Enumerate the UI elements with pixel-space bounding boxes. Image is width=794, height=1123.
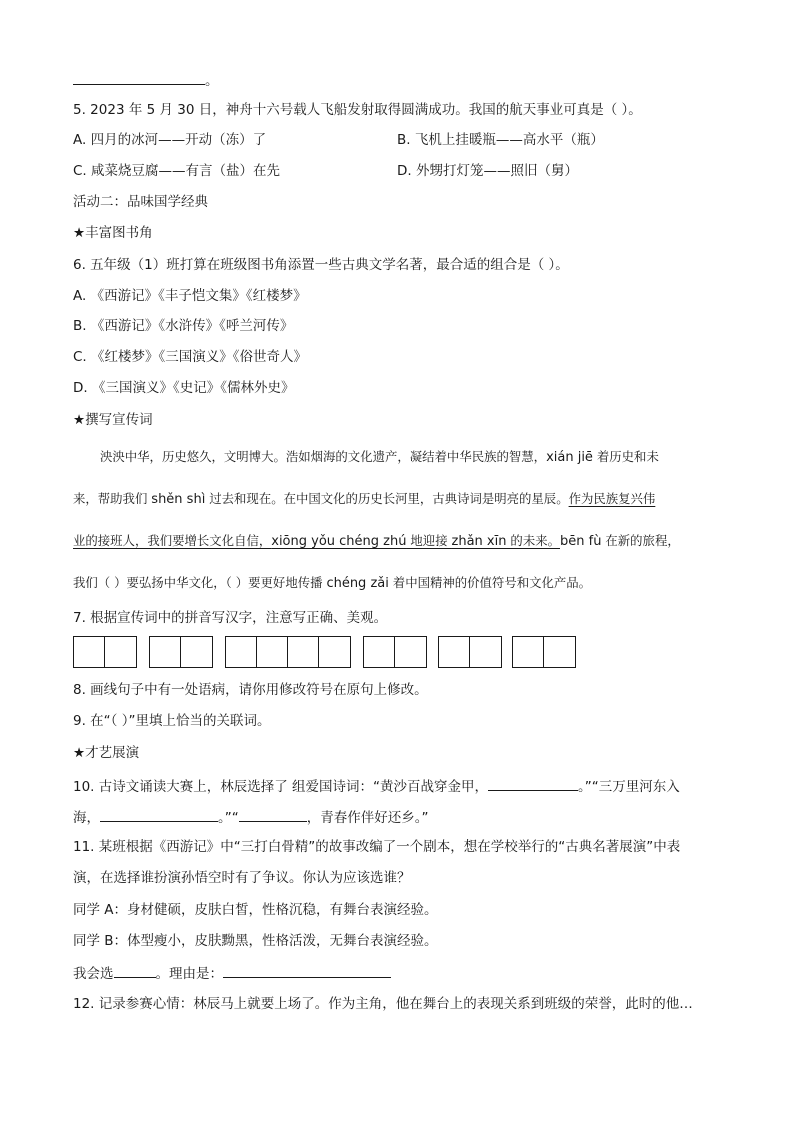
pinyin-shen-shi: shěn shì	[151, 492, 206, 507]
answer-blank[interactable]	[114, 963, 156, 978]
passage-text: 着中国精神的价值符号和文化产品。	[388, 575, 592, 590]
box-group-zhan-xin	[363, 636, 427, 668]
q5-option-d[interactable]: D. 外甥打灯笼——照旧（舅）	[397, 163, 578, 179]
answer-blank[interactable]	[223, 963, 391, 978]
passage-text: 我们（ ）要弘扬中华文化，（ ）要更好地传播	[73, 575, 327, 590]
punctuation: 。	[205, 73, 219, 89]
q11-stem-line-2: 演，在选择谁扮演孙悟空时有了争议。你认为应该选谁？	[73, 870, 411, 886]
passage-line-2	[73, 490, 723, 509]
q6-option-c[interactable]: C. 《红楼梦》《三国演义》《俗世奇人》	[73, 349, 308, 365]
passage-text: 在新的旅程，	[601, 533, 680, 548]
q12-stem: 12. 记录参赛心情：林辰马上就要上场了。作为主角，他在舞台上的表现关系到班级的荣誉，此时的他…	[73, 996, 693, 1012]
q5-option-b[interactable]: B. 飞机上挂暖瓶——高水平（瓶）	[397, 132, 604, 148]
section-heading-books: ★丰富图书角	[73, 225, 153, 241]
box-group-xian-jie	[73, 636, 137, 668]
box-group-shen-shi	[149, 636, 213, 668]
writing-box[interactable]	[226, 637, 257, 667]
pinyin-zhan-xin: zhǎn xīn	[451, 534, 507, 549]
q10-text: 海，	[73, 810, 100, 826]
underlined-sentence: 地迎接	[406, 533, 452, 548]
writing-box[interactable]	[319, 637, 350, 667]
q11-answer-line	[73, 963, 391, 983]
underlined-sentence: 业的接班人，我们要增长文化自信，	[73, 533, 272, 548]
q6-stem: 6. 五年级（1）班打算在班级图书角添置一些古典文学名著，最合适的组合是（ ）。	[73, 257, 569, 273]
answer-blank[interactable]	[100, 807, 218, 822]
passage-line-1	[100, 448, 750, 467]
passage-line-3	[73, 532, 723, 551]
q10-text: 。”“	[218, 810, 239, 826]
box-group-xiong-you-cheng-zhu	[225, 636, 351, 668]
q11-candidate-a: 同学 A：身材健硕，皮肤白皙，性格沉稳，有舞台表演经验。	[73, 902, 438, 918]
writing-box[interactable]	[150, 637, 181, 667]
box-group-ben-fu	[438, 636, 502, 668]
writing-box[interactable]	[181, 637, 212, 667]
passage-text: 着历史和未	[592, 449, 659, 464]
q4-answer-line	[73, 70, 219, 90]
writing-box[interactable]	[74, 637, 105, 667]
q11-text: 我会选	[73, 966, 114, 982]
q8-stem: 8. 画线句子中有一处语病，请你用修改符号在原句上修改。	[73, 682, 428, 698]
q10-text: 10. 古诗文诵读大赛上，林辰选择了 组爱国诗词：“黄沙百战穿金甲，	[73, 779, 489, 795]
writing-box[interactable]	[105, 637, 136, 667]
passage-text: 泱泱中华，历史悠久，文明博大。浩如烟海的文化遗产，凝结着中华民族的智慧，	[100, 449, 547, 464]
writing-box[interactable]	[364, 637, 395, 667]
box-group-cheng-zai	[512, 636, 576, 668]
answer-blank[interactable]	[239, 807, 307, 822]
underlined-sentence: 的未来。	[506, 533, 560, 548]
pinyin-cheng-zai: chéng zǎi	[326, 576, 389, 591]
q5-option-c[interactable]: C. 咸菜烧豆腐——有言（盐）在先	[73, 163, 281, 179]
pinyin-xiong-you-cheng-zhu: xiōng yǒu chéng zhú	[271, 534, 407, 549]
writing-box[interactable]	[513, 637, 544, 667]
writing-box[interactable]	[395, 637, 426, 667]
passage-text: 过去和现在。在中国文化的历史长河里，古典诗词是明亮的星辰。	[205, 491, 569, 506]
q10-text: ，青春作伴好还乡。”	[306, 810, 429, 826]
underlined-sentence: 作为民族复兴伟	[568, 491, 656, 506]
q11-text: 。理由是：	[155, 966, 223, 982]
q6-option-b[interactable]: B. 《西游记》《水浒传》《呼兰河传》	[73, 318, 294, 334]
section-heading-slogan: ★撰写宣传词	[73, 412, 153, 428]
answer-blank[interactable]	[73, 70, 205, 85]
q10-text: 。”“三万里河东入	[578, 779, 680, 795]
pinyin-xian-jie: xián jiē	[546, 450, 593, 465]
q6-option-a[interactable]: A. 《西游记》《丰子恺文集》《红楼梦》	[73, 288, 307, 304]
writing-box[interactable]	[257, 637, 288, 667]
q10-line-2	[73, 807, 429, 827]
q11-stem-line-1: 11. 某班根据《西游记》中“三打白骨精”的故事改编了一个剧本，想在学校举行的“古典名著展演”中表	[73, 839, 681, 855]
q7-stem: 7. 根据宣传词中的拼音写汉字，注意写正确、美观。	[73, 610, 388, 626]
pinyin-ben-fu: bēn fù	[560, 534, 602, 549]
writing-box[interactable]	[544, 637, 575, 667]
q5-stem: 5. 2023 年 5 月 30 日，神舟十六号载人飞船发射取得圆满成功。我国的航天事业可真是（ ）。	[73, 102, 642, 118]
q10-line-1	[73, 776, 680, 796]
section-heading-talent: ★才艺展演	[73, 745, 140, 761]
q5-option-a[interactable]: A. 四月的冰河——开动（冻）了	[73, 132, 267, 148]
answer-blank[interactable]	[488, 776, 578, 791]
writing-box[interactable]	[470, 637, 501, 667]
q11-candidate-b: 同学 B：体型瘦小，皮肤黝黑，性格活泼，无舞台表演经验。	[73, 933, 438, 949]
q6-option-d[interactable]: D. 《三国演义》《史记》《儒林外史》	[73, 380, 295, 396]
q9-stem: 9. 在“（ ）”里填上恰当的关联词。	[73, 713, 271, 729]
activity-heading: 活动二：品味国学经典	[73, 194, 208, 210]
writing-box[interactable]	[439, 637, 470, 667]
writing-box[interactable]	[288, 637, 319, 667]
passage-line-4	[73, 574, 723, 593]
passage-text: 来，帮助我们	[73, 491, 152, 506]
